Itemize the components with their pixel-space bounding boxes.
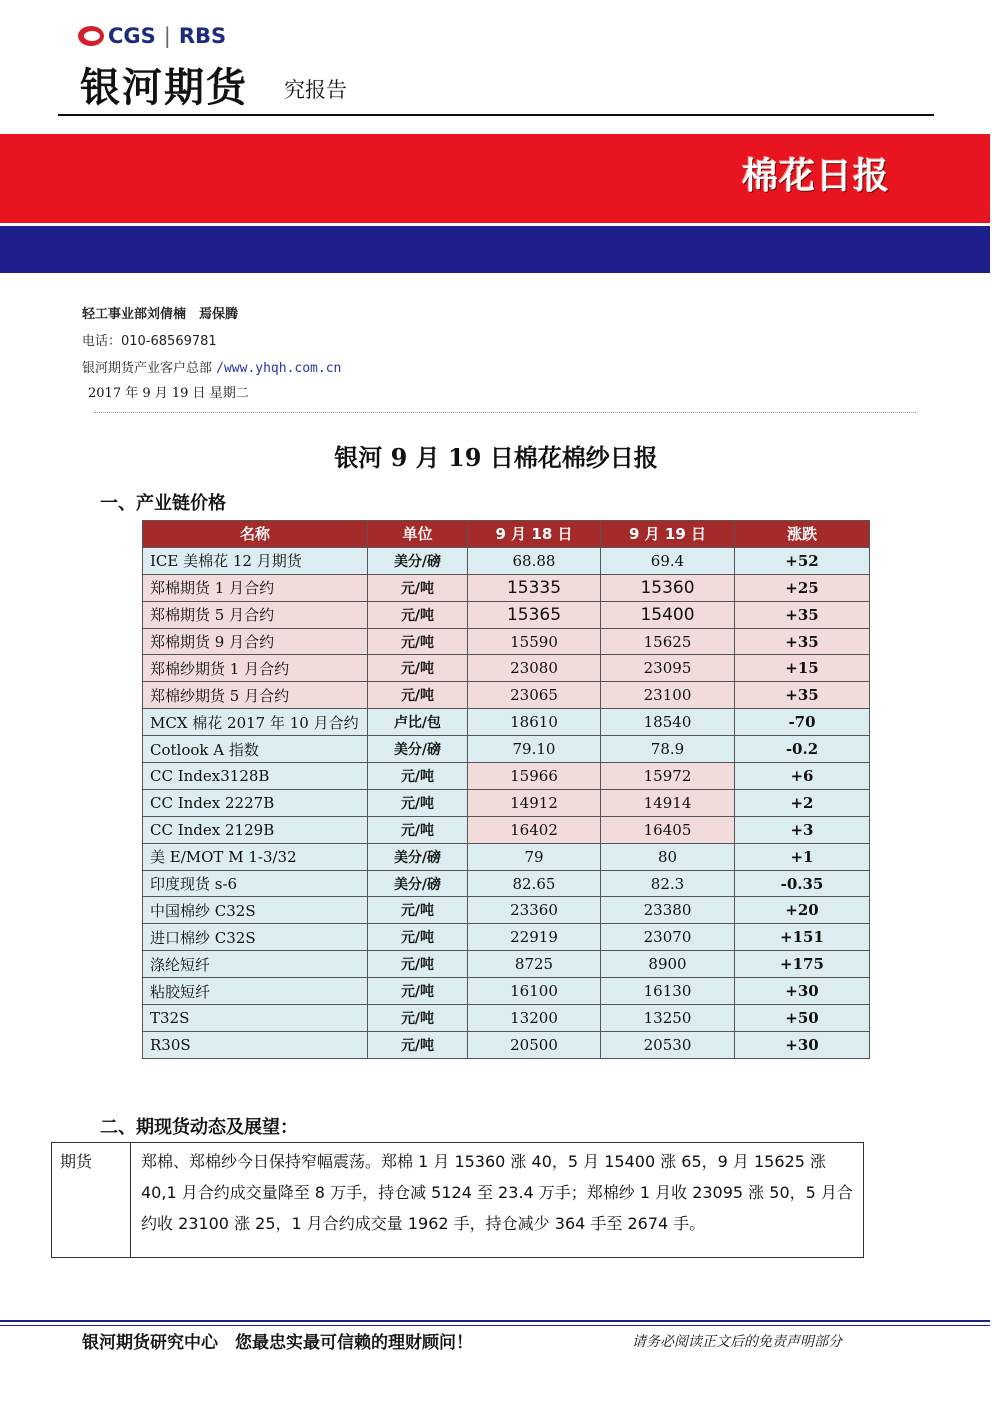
- outlook-row: [52, 1143, 864, 1258]
- cell-day2-value: 23380: [601, 897, 735, 924]
- cell-day2-value: 78.9: [601, 736, 735, 763]
- report-title: 棉花日报: [741, 156, 890, 197]
- footer-slogan: 银河期货研究中心 您最忠实最可信赖的理财顾问！: [82, 1333, 473, 1353]
- section-heading-prices: 一、产业链价格: [100, 493, 226, 514]
- cell-unit: 美分/磅: [368, 736, 468, 763]
- company-logo: [78, 22, 226, 50]
- cell-day1-value: 15966: [468, 763, 601, 790]
- outlook-table: [51, 1142, 864, 1258]
- cell-day2-value: 23095: [601, 655, 735, 682]
- col-header-day1: 9 月 18 日: [468, 521, 601, 548]
- cell-day2-value: 15400: [601, 601, 735, 628]
- table-row: [143, 1031, 870, 1058]
- cell-name: 郑棉期货 5 月合约: [143, 601, 368, 628]
- cell-unit: 卢比/包: [368, 709, 468, 736]
- cell-unit: 元/吨: [368, 574, 468, 601]
- cell-change: +20: [735, 897, 870, 924]
- table-row: [143, 736, 870, 763]
- cell-name: Cotlook A 指数: [143, 736, 368, 763]
- cell-change: +35: [735, 601, 870, 628]
- cell-day1-value: 23360: [468, 897, 601, 924]
- report-date: 2017 年 9 月 19 日 星期二: [88, 386, 249, 401]
- cell-day2-value: 80: [601, 843, 735, 870]
- cell-name: 涤纶短纤: [143, 951, 368, 978]
- cell-unit: 元/吨: [368, 816, 468, 843]
- cell-unit: 元/吨: [368, 655, 468, 682]
- brand-name: 银河期货: [80, 65, 248, 111]
- cell-change: +175: [735, 951, 870, 978]
- cell-name: 郑棉期货 9 月合约: [143, 628, 368, 655]
- cell-day2-value: 13250: [601, 1005, 735, 1032]
- outlook-key: 期货: [52, 1143, 131, 1258]
- col-header-day2: 9 月 19 日: [601, 521, 735, 548]
- logo-cgs-text: CGS: [108, 24, 156, 48]
- cell-day2-value: 14914: [601, 789, 735, 816]
- col-header-unit: 单位: [368, 521, 468, 548]
- cell-day1-value: 68.88: [468, 547, 601, 574]
- cell-change: +30: [735, 978, 870, 1005]
- cell-day2-value: 23070: [601, 924, 735, 951]
- table-row: [143, 978, 870, 1005]
- cell-day2-value: 18540: [601, 709, 735, 736]
- logo-separator: |: [163, 24, 171, 48]
- dotted-divider: [94, 412, 916, 413]
- cell-name: CC Index3128B: [143, 763, 368, 790]
- table-row: [143, 789, 870, 816]
- cell-name: MCX 棉花 2017 年 10 月合约: [143, 709, 368, 736]
- logo-rbs-text: RBS: [178, 24, 227, 48]
- cell-name: 郑棉纱期货 5 月合约: [143, 682, 368, 709]
- cell-change: +50: [735, 1005, 870, 1032]
- cell-day2-value: 82.3: [601, 870, 735, 897]
- table-row: [143, 628, 870, 655]
- document-title: 银河 9 月 19 日棉花棉纱日报: [334, 443, 658, 472]
- table-row: [143, 870, 870, 897]
- cell-day1-value: 23065: [468, 682, 601, 709]
- table-row: [143, 924, 870, 951]
- cell-day2-value: 20530: [601, 1031, 735, 1058]
- cell-day1-value: 79.10: [468, 736, 601, 763]
- cell-unit: 元/吨: [368, 789, 468, 816]
- cell-day1-value: 18610: [468, 709, 601, 736]
- cell-day2-value: 15972: [601, 763, 735, 790]
- cell-name: 进口棉纱 C32S: [143, 924, 368, 951]
- cell-day2-value: 15360: [601, 574, 735, 601]
- table-row: [143, 951, 870, 978]
- website-label: 银河期货产业客户总部: [82, 361, 217, 376]
- table-row: [143, 709, 870, 736]
- cell-change: +6: [735, 763, 870, 790]
- header-divider: [58, 114, 934, 116]
- cell-name: R30S: [143, 1031, 368, 1058]
- table-row: [143, 816, 870, 843]
- cell-change: +52: [735, 547, 870, 574]
- cell-change: +35: [735, 628, 870, 655]
- cell-name: T32S: [143, 1005, 368, 1032]
- section-heading-outlook: 二、期现货动态及展望：: [100, 1117, 298, 1138]
- website-link[interactable]: /www.yhqh.com.cn: [216, 361, 342, 376]
- cell-day1-value: 13200: [468, 1005, 601, 1032]
- cell-day2-value: 16130: [601, 978, 735, 1005]
- cell-name: CC Index 2129B: [143, 816, 368, 843]
- cell-day1-value: 22919: [468, 924, 601, 951]
- cell-day1-value: 15590: [468, 628, 601, 655]
- cell-day2-value: 8900: [601, 951, 735, 978]
- cell-change: +35: [735, 682, 870, 709]
- table-row: [143, 682, 870, 709]
- cell-day1-value: 23080: [468, 655, 601, 682]
- cell-day2-value: 23100: [601, 682, 735, 709]
- cell-unit: 元/吨: [368, 951, 468, 978]
- cell-unit: 元/吨: [368, 897, 468, 924]
- cell-day1-value: 14912: [468, 789, 601, 816]
- cell-name: CC Index 2227B: [143, 789, 368, 816]
- cell-unit: 美分/磅: [368, 547, 468, 574]
- footer-rule: [0, 1320, 990, 1322]
- table-row: [143, 574, 870, 601]
- blue-banner: [0, 226, 990, 273]
- cell-day2-value: 16405: [601, 816, 735, 843]
- col-header-name: 名称: [143, 521, 368, 548]
- table-row: [143, 763, 870, 790]
- cell-change: -70: [735, 709, 870, 736]
- cell-day1-value: 15365: [468, 601, 601, 628]
- cell-day1-value: 16402: [468, 816, 601, 843]
- table-row: [143, 655, 870, 682]
- cell-name: 粘胶短纤: [143, 978, 368, 1005]
- cell-day1-value: 79: [468, 843, 601, 870]
- website-line: [82, 357, 341, 376]
- col-header-change: 涨跌: [735, 521, 870, 548]
- cell-unit: 元/吨: [368, 978, 468, 1005]
- cell-name: 中国棉纱 C32S: [143, 897, 368, 924]
- cell-change: -0.2: [735, 736, 870, 763]
- author-line: 轻工事业部刘倩楠 焉保腾: [82, 307, 239, 322]
- cell-unit: 美分/磅: [368, 843, 468, 870]
- cell-change: +30: [735, 1031, 870, 1058]
- cell-name: 印度现货 s-6: [143, 870, 368, 897]
- cell-unit: 元/吨: [368, 601, 468, 628]
- phone-line: 电话：010-68569781: [82, 334, 217, 349]
- cell-unit: 元/吨: [368, 763, 468, 790]
- cell-change: +2: [735, 789, 870, 816]
- cell-name: 美 E/MOT M 1-3/32: [143, 843, 368, 870]
- cell-unit: 美分/磅: [368, 870, 468, 897]
- cgs-swirl-icon: [78, 26, 104, 46]
- footer-disclaimer: 请务必阅读正文后的免责声明部分: [632, 1334, 842, 1350]
- table-row: [143, 1005, 870, 1032]
- cell-day1-value: 8725: [468, 951, 601, 978]
- cell-day1-value: 16100: [468, 978, 601, 1005]
- cell-day1-value: 82.65: [468, 870, 601, 897]
- cell-change: +3: [735, 816, 870, 843]
- cell-change: +25: [735, 574, 870, 601]
- cell-day1-value: 15335: [468, 574, 601, 601]
- price-table: [142, 520, 870, 1059]
- cell-day2-value: 69.4: [601, 547, 735, 574]
- cell-name: 郑棉期货 1 月合约: [143, 574, 368, 601]
- cell-change: +151: [735, 924, 870, 951]
- outlook-text: 郑棉、郑棉纱今日保持窄幅震荡。郑棉 1 月 15360 涨 40，5 月 15400 涨 65，9 月 15625 涨 40,1 月合约成交量降至 8 万手，持仓减 5124 至 23.4 万手；郑棉纱 1 月收 23095 涨 50，5 月合约收 23100 涨 25，1 月合约成交量 1962 手，持仓减少 364 手至 2674 手。: [131, 1143, 864, 1258]
- table-row: [143, 601, 870, 628]
- cell-change: +15: [735, 655, 870, 682]
- table-row: [143, 843, 870, 870]
- cell-name: ICE 美棉花 12 月期货: [143, 547, 368, 574]
- footer-rule-thin: [0, 1325, 990, 1326]
- cell-unit: 元/吨: [368, 1005, 468, 1032]
- brand-subtitle: 究报告: [284, 78, 347, 102]
- cell-unit: 元/吨: [368, 1031, 468, 1058]
- cell-day1-value: 20500: [468, 1031, 601, 1058]
- cell-day2-value: 15625: [601, 628, 735, 655]
- cell-unit: 元/吨: [368, 682, 468, 709]
- cell-change: +1: [735, 843, 870, 870]
- cell-unit: 元/吨: [368, 628, 468, 655]
- cell-change: -0.35: [735, 870, 870, 897]
- table-header-row: [143, 521, 870, 548]
- cell-name: 郑棉纱期货 1 月合约: [143, 655, 368, 682]
- table-row: [143, 547, 870, 574]
- table-row: [143, 897, 870, 924]
- cell-unit: 元/吨: [368, 924, 468, 951]
